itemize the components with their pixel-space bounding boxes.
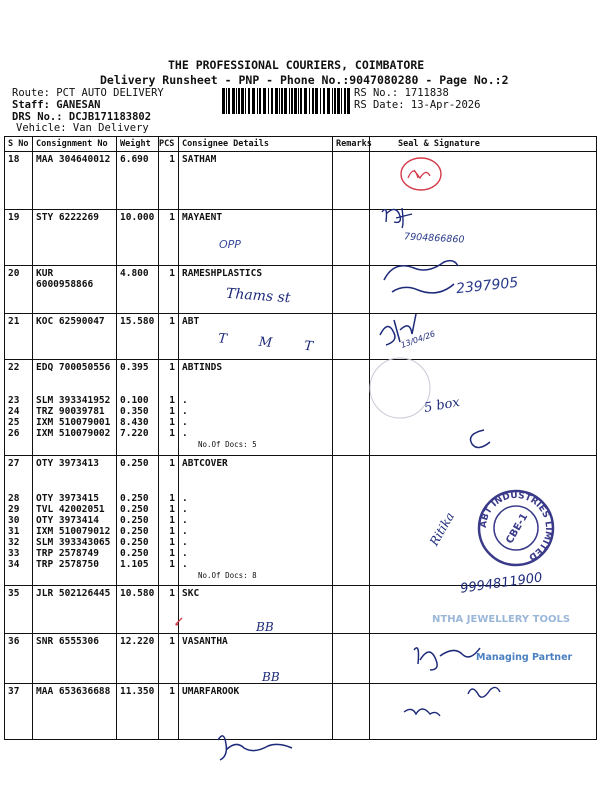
cell-weight: 0.350 [120,406,149,417]
cell-pcs: 1 [169,515,175,526]
cell-sno: 21 [8,316,20,327]
handwritten-bb-2: BB [262,670,280,684]
cell-remarks [333,634,370,684]
cell-consignee: ABT [182,316,200,327]
seal-inner-text: CBE-1 [504,511,531,546]
cell-cons: EDQ 700050556 [36,362,111,373]
cell-remarks [333,314,370,360]
cell-seal-signature [370,684,597,740]
cell-pcs: 1 [169,362,175,373]
cell-consignee: VASANTHA [182,636,228,647]
cell-cons: IXM 510079012 [36,526,111,537]
handwritten-opp: OPP [219,238,241,251]
col-pcs: PCS [159,137,179,152]
cell-weight: 0.250 [120,548,149,559]
cell-consignee: MAYAENT [182,212,223,223]
cell-pcs: 1 [169,428,175,439]
cell-sno: 34 [8,559,20,570]
cell-sno: 33 [8,548,20,559]
vehicle-label: Vehicle: Van Delivery [16,122,149,134]
staff-label: Staff: GANESAN [12,99,101,111]
cell-cons: TVL 42002051 [36,504,105,515]
cell-consignee: . [182,548,188,559]
cell-pcs: 1 [169,548,175,559]
company-seal [476,488,556,568]
cell-pcs: 1 [169,504,175,515]
cell-pcs: 1 [169,395,175,406]
drs-label: DRS No.: DCJB171183802 [12,111,152,123]
table-header [5,137,597,152]
rs-number: RS No.: 1711838 [354,87,449,99]
cell-consignee: . [182,515,188,526]
cell-weight: 0.250 [120,493,149,504]
cell-seal-signature [370,152,597,210]
cell-sno: 36 [8,636,20,647]
cell-weight: 10.000 [120,212,155,223]
cell-sno: 29 [8,504,20,515]
cell-cons: MAA 304640012 [36,154,111,165]
cell-remarks [333,360,370,456]
cell-consignee: . [182,526,188,537]
cell-pcs: 1 [169,636,175,647]
cell-consignee: . [182,504,188,515]
cell-pcs: 1 [169,268,175,279]
cell-cons: JLR 502126445 [36,588,111,599]
cell-cons: KUR 6000958866 [36,268,94,290]
handwritten-box-count: 5 box [422,394,461,417]
cell-remarks [333,266,370,314]
cell-pcs: 1 [169,588,175,599]
cell-cons: IXM 510079002 [36,428,111,439]
cell-consignee: UMARFAROOK [182,686,240,697]
cell-consignee: . [182,417,188,428]
cell-seal-signature [370,314,597,360]
cell-cons: KOC 62590047 [36,316,105,327]
cell-sno: 24 [8,406,20,417]
cell-weight: 0.250 [120,537,149,548]
cell-cons: IXM 510079001 [36,417,111,428]
cell-weight: 4.800 [120,268,149,279]
cell-weight: 10.580 [120,588,155,599]
cell-pcs: 1 [169,417,175,428]
cell-remarks [333,684,370,740]
cell-consignee: . [182,493,188,504]
cell-weight: 0.250 [120,526,149,537]
cell-cons: OTY 3973414 [36,515,99,526]
cell-consignee: SATHAM [182,154,217,165]
cell-cons: OTY 3973413 [36,458,99,469]
handwritten-phone-3: 9994811900 [459,570,544,597]
handwritten-bb-1: BB [256,620,274,634]
cell-weight: 6.690 [120,154,149,165]
cell-remarks [333,210,370,266]
runsheet-subtitle: Delivery Runsheet - PNP - Phone No.:9047080280 - Page No.:2 [100,73,509,87]
cell-remarks [333,152,370,210]
cell-weight: 12.220 [120,636,155,647]
jewellery-stamp: NTHA JEWELLERY TOOLS [432,614,571,625]
cell-sno: 22 [8,362,20,373]
docs-count: No.Of Docs: 5 [198,440,257,449]
cell-pcs: 1 [169,526,175,537]
managing-partner-stamp: Managing Partner [476,652,573,663]
docs-count: No.Of Docs: 8 [198,571,257,580]
cell-sno: 27 [8,458,20,469]
cell-sno: 23 [8,395,20,406]
cell-sno: 28 [8,493,20,504]
runsheet-table [4,136,597,740]
cell-weight: 8.430 [120,417,149,428]
cell-weight: 0.395 [120,362,149,373]
cell-weight: 0.250 [120,458,149,469]
cell-cons: TRP 2578749 [36,548,99,559]
cell-consignee: ABTCOVER [182,458,228,469]
route-label: Route: PCT AUTO DELIVERY [12,87,164,99]
table-row [5,210,597,266]
cell-pcs: 1 [169,406,175,417]
cell-cons: SNR 6555306 [36,636,99,647]
cell-weight: 11.350 [120,686,155,697]
cell-sno: 25 [8,417,20,428]
cell-cons: TRP 2578750 [36,559,99,570]
cell-pcs: 1 [169,537,175,548]
cell-sno: 20 [8,268,20,279]
cell-weight: 0.100 [120,395,149,406]
col-sno: S No [5,137,33,152]
cell-weight: 7.220 [120,428,149,439]
cell-consignee: . [182,559,188,570]
table-row [5,360,597,456]
cell-pcs: 1 [169,493,175,504]
cell-consignee: SKC [182,588,200,599]
cell-sno: 37 [8,686,20,697]
cell-pcs: 1 [169,154,175,165]
cell-consignee: . [182,406,188,417]
cell-consignee: ABTINDS [182,362,223,373]
cell-cons: TRZ 90039781 [36,406,105,417]
barcode [222,88,350,114]
col-seal-signature: Seal & Signature [370,137,597,152]
company-title: THE PROFESSIONAL COURIERS, COIMBATORE [168,58,425,72]
cell-pcs: 1 [169,212,175,223]
seal-outer-text: ABT INDUSTRIES LIMITED [478,490,554,562]
cell-consignee: . [182,428,188,439]
handwritten-date: 13/04/26 [399,329,437,350]
cell-weight: 0.250 [120,515,149,526]
handwritten-phone-2: 2397905 [455,274,520,298]
cell-weight: 15.580 [120,316,155,327]
cell-sno: 18 [8,154,20,165]
cell-consignee: . [182,395,188,406]
cell-remarks [333,586,370,634]
col-consignee: Consignee Details [179,137,333,152]
col-remarks: Remarks [333,137,370,152]
cell-sno: 35 [8,588,20,599]
cell-consignee: RAMESHPLASTICS [182,268,263,279]
col-weight: Weight [117,137,159,152]
handwritten-thams: Thams st [225,285,291,307]
cell-pcs: 1 [169,559,175,570]
cell-pcs: 1 [169,316,175,327]
cell-weight: 1.105 [120,559,149,570]
cell-consignee: . [182,537,188,548]
handwritten-tmt: T M T [217,331,328,356]
cell-cons: SLM 393343065 [36,537,111,548]
cell-pcs: 1 [169,686,175,697]
rs-date: RS Date: 13-Apr-2026 [354,99,481,111]
col-consignment: Consignment No [33,137,117,152]
cell-sno: 32 [8,537,20,548]
cell-sno: 26 [8,428,20,439]
cell-pcs: 1 [169,458,175,469]
cell-cons: OTY 3973415 [36,493,99,504]
table-row [5,684,597,740]
handwritten-ritika: Ritika [426,509,458,549]
cell-sno: 31 [8,526,20,537]
cell-cons: STY 6222269 [36,212,99,223]
cell-seal-signature [370,360,597,456]
cell-cons: MAA 653636688 [36,686,111,697]
cell-sno: 30 [8,515,20,526]
handwritten-phone-1: 7904866860 [403,231,465,246]
table-row [5,586,597,634]
cell-remarks [333,456,370,586]
cell-weight: 0.250 [120,504,149,515]
table-row [5,152,597,210]
cell-sno: 19 [8,212,20,223]
cell-cons: SLM 393341952 [36,395,111,406]
